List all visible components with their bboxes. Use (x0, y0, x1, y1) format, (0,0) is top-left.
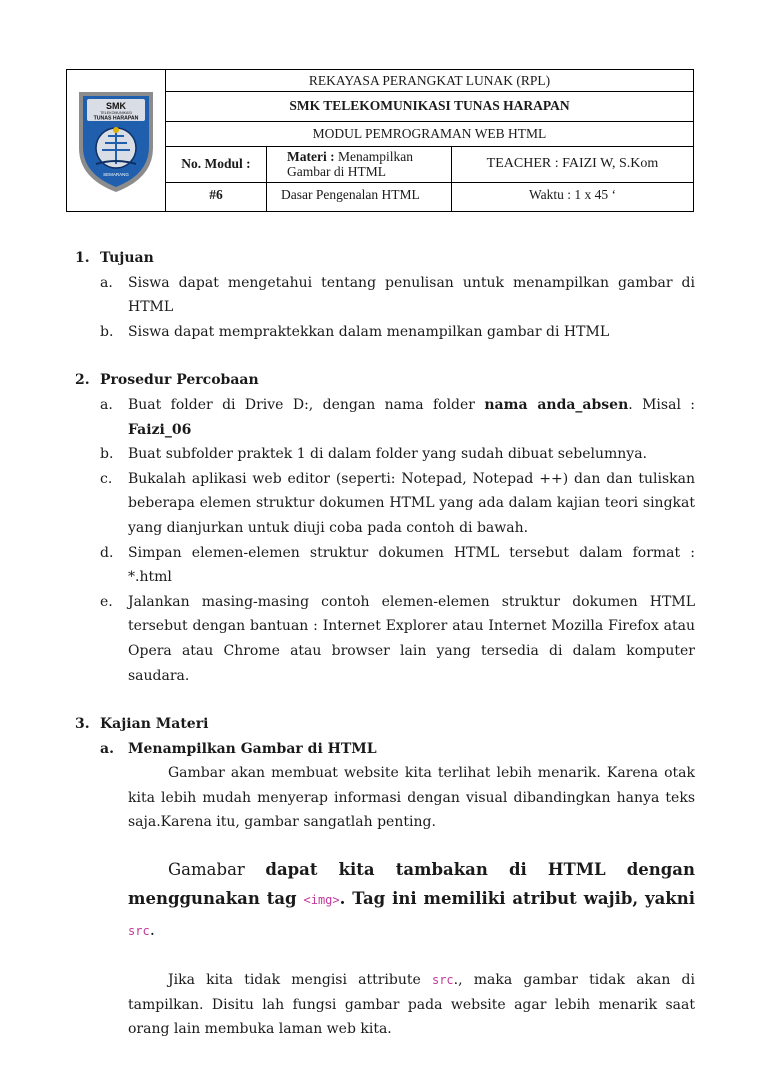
section-title (75, 712, 695, 737)
list-text: Siswa dapat mempraktekkan dalam menampilkan gambar di HTML (128, 323, 610, 340)
code-src-attr: src (431, 973, 454, 988)
list-item (75, 320, 695, 345)
paragraph-intro: Gambar akan membuat website kita terlihat lebih menarik. Karena otak kita lebih mudah menyerap informasi dengan visual dibandingkan hanya teks saja.Karena itu, gambar sangatlah penting. (128, 765, 695, 831)
materi-value: Menampilkan Gambar di HTML (287, 149, 413, 180)
list-letter: b. (100, 446, 114, 463)
section-title (75, 246, 695, 271)
logo-name-text: TUNAS HARAPAN (93, 115, 139, 121)
list-item (75, 590, 695, 688)
header-subject: REKAYASA PERANGKAT LUNAK (RPL) (166, 70, 693, 92)
text-run: . (149, 920, 155, 940)
section-kajian (75, 712, 695, 1042)
modul-number: #6 (166, 183, 267, 211)
section-prosedur (75, 368, 695, 688)
list-letter: a. (100, 396, 113, 413)
header-module-title: MODUL PEMROGRAMAN WEB HTML (166, 122, 693, 147)
text-run-bold: dapat kita tambakan di HTML dengan menggunakan tag (128, 860, 695, 909)
section-number: 1. (75, 250, 90, 266)
section-title-text: Kajian Materi (100, 716, 209, 733)
header-row-labels (166, 147, 693, 183)
code-img-tag: <img> (303, 893, 340, 908)
header-info (166, 70, 693, 211)
list-item (75, 271, 695, 320)
teacher-cell: TEACHER : FAIZI W, S.Kom (486, 156, 659, 172)
code-src-attr: src (128, 924, 150, 939)
text-run-bold: . Tag ini memiliki atribut wajib, yakni (339, 889, 695, 909)
paragraph-img-tag (75, 855, 695, 946)
text-run: . Misal : (628, 396, 696, 413)
text-run: ., maka gambar tidak akan di tampilkan. Disitu lah fungsi gambar pada website agar lebih menarik saat orang lain membuka laman web kita. (128, 972, 695, 1038)
header-school: SMK TELEKOMUNIKASI TUNAS HARAPAN (166, 92, 693, 121)
materi-label: Materi : (287, 149, 335, 165)
waktu-cell: Waktu : 1 x 45 ‘ (528, 186, 617, 202)
paragraph-src (75, 968, 695, 1042)
list-letter: a. (100, 274, 113, 291)
no-modul-label: No. Modul : (166, 147, 267, 182)
section-number: 3. (75, 716, 90, 733)
list-text (128, 393, 695, 442)
module-header-table (66, 69, 694, 212)
document-body (75, 246, 695, 1066)
list-text: Siswa dapat mengetahui tentang penulisan untuk menampilkan gambar di HTML (128, 274, 695, 316)
subsection-title (75, 737, 695, 762)
list-item (75, 393, 695, 442)
list-text: Jalankan masing-masing contoh elemen-elemen struktur dokumen HTML tersebut dengan bantuan : Internet Explorer atau Internet Mozilla Firefox atau Opera atau Chrome atau browser lain yang tersedia di dalam komputer saudara. (128, 593, 695, 684)
list-letter: d. (100, 544, 114, 561)
logo-bottom-text: SEMARANG (103, 171, 129, 177)
materi-cell (267, 147, 452, 182)
section-title-text: Prosedur Percobaan (100, 372, 259, 389)
text-run: Buat folder di Drive D:, dengan nama folder (128, 396, 485, 413)
logo-top-text: SMK (106, 100, 126, 111)
list-item (75, 467, 695, 541)
list-letter: c. (100, 470, 113, 487)
logo-cell (67, 70, 166, 211)
list-letter: e. (100, 593, 113, 610)
section-title-text: Tujuan (100, 250, 154, 266)
list-item (75, 442, 695, 467)
header-row-values (166, 183, 693, 211)
topic-cell: Dasar Pengenalan HTML (267, 183, 452, 211)
school-logo-icon (75, 86, 157, 196)
list-letter: a. (100, 740, 114, 757)
section-title (75, 368, 695, 393)
logo-middle-text: TELEKOMUNIKASI (100, 110, 132, 115)
folder-name: nama anda_absen (484, 396, 629, 413)
list-letter: b. (100, 323, 114, 340)
text-run: Gamabar (168, 860, 266, 880)
list-text: Buat subfolder praktek 1 di dalam folder yang sudah dibuat sebelumnya. (128, 446, 647, 463)
subsection-title-text: Menampilkan Gambar di HTML (128, 740, 377, 757)
section-tujuan (75, 246, 695, 344)
list-item (75, 541, 695, 590)
folder-example: Faizi_06 (128, 421, 192, 438)
list-text: Bukalah aplikasi web editor (seperti: Notepad, Notepad ++) dan dan tuliskan beberapa elemen struktur dokumen HTML yang ada dalam kajian teori singkat yang dianjurkan untuk diuji coba pada contoh di bawah. (128, 470, 695, 536)
text-run: Jika kita tidak mengisi attribute (168, 972, 432, 989)
list-text: Simpan elemen-elemen struktur dokumen HTML tersebut dalam format : *.html (128, 544, 695, 586)
section-number: 2. (75, 372, 90, 389)
